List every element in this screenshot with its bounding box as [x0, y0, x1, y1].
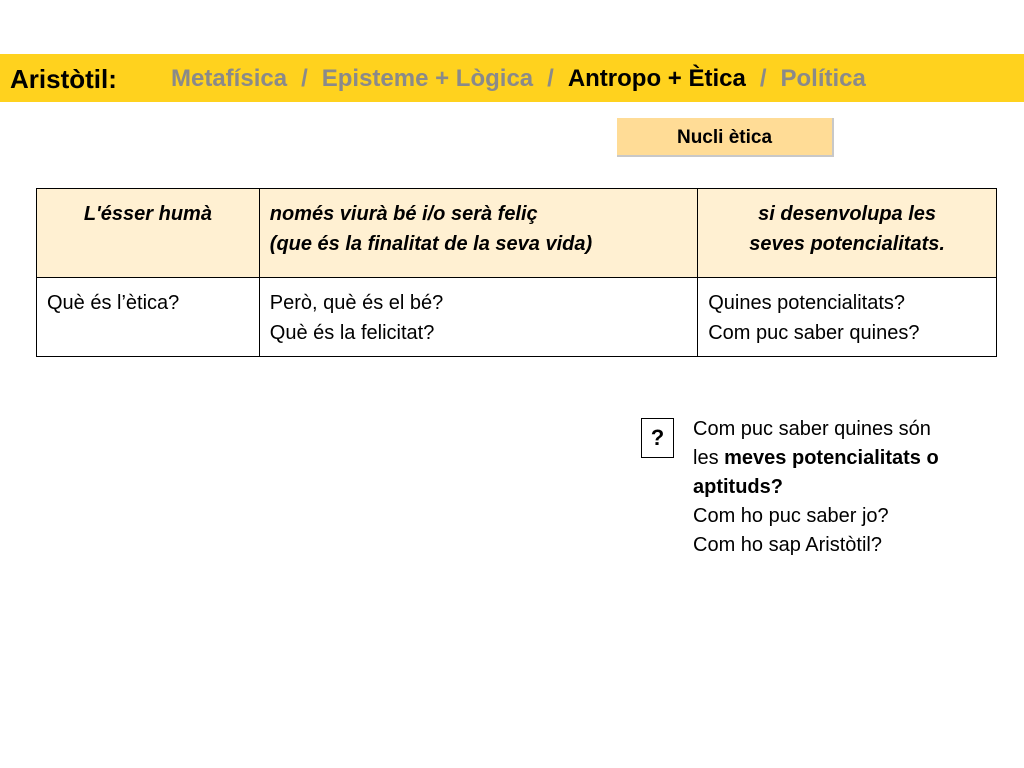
question-line-2-bold: meves potencialitats o aptituds? — [693, 447, 939, 498]
question-mark-box: ? — [641, 418, 674, 458]
cell-text-line: Com puc saber quines? — [708, 322, 920, 344]
cell-text-line: Què és la felicitat? — [269, 322, 435, 344]
question-line-1: Com puc saber quines són — [693, 418, 931, 440]
cell-text-line: si desenvolupa les — [758, 203, 937, 225]
row-cell-which-potentials — [698, 278, 997, 357]
question-line-4: Com ho sap Aristòtil? — [693, 534, 882, 556]
cell-text-line: seves potencialitats. — [749, 233, 945, 255]
ethics-table — [36, 188, 997, 357]
nav-separator: / — [301, 65, 308, 92]
row-cell-ethics — [37, 278, 260, 357]
table-row — [37, 278, 997, 357]
cell-text: L'ésser humà — [83, 203, 212, 225]
cell-text-line: Però, què és el bé? — [269, 292, 444, 314]
header-cell-human — [37, 189, 260, 278]
nav-item-metafisica[interactable]: Metafísica — [171, 65, 288, 92]
cell-text: Què és l’ètica? — [47, 292, 180, 314]
header-cell-potentials — [698, 189, 997, 278]
page-title: Aristòtil: — [10, 64, 117, 94]
cell-text-line: només viurà bé i/o serà feliç — [269, 203, 538, 225]
section-nav — [171, 65, 866, 93]
nav-separator: / — [759, 65, 767, 92]
question-block — [693, 415, 1003, 560]
nav-item-antropo-etica[interactable]: Antropo + Ètica — [567, 65, 746, 92]
nav-item-politica[interactable]: Política — [780, 65, 866, 92]
cell-text-line: (que és la finalitat de la seva vida) — [269, 233, 593, 255]
cell-text-line: Quines potencialitats? — [708, 292, 906, 314]
row-cell-good — [259, 278, 697, 357]
question-line-2-plain: les — [693, 447, 719, 469]
table-header-row — [37, 189, 997, 278]
header-cell-happiness — [259, 189, 697, 278]
nav-item-episteme-logica[interactable]: Episteme + Lògica — [321, 65, 534, 92]
nav-separator: / — [547, 65, 554, 92]
nucli-etica-label: Nucli ètica — [617, 118, 834, 157]
question-line-3: Com ho puc saber jo? — [693, 505, 889, 527]
